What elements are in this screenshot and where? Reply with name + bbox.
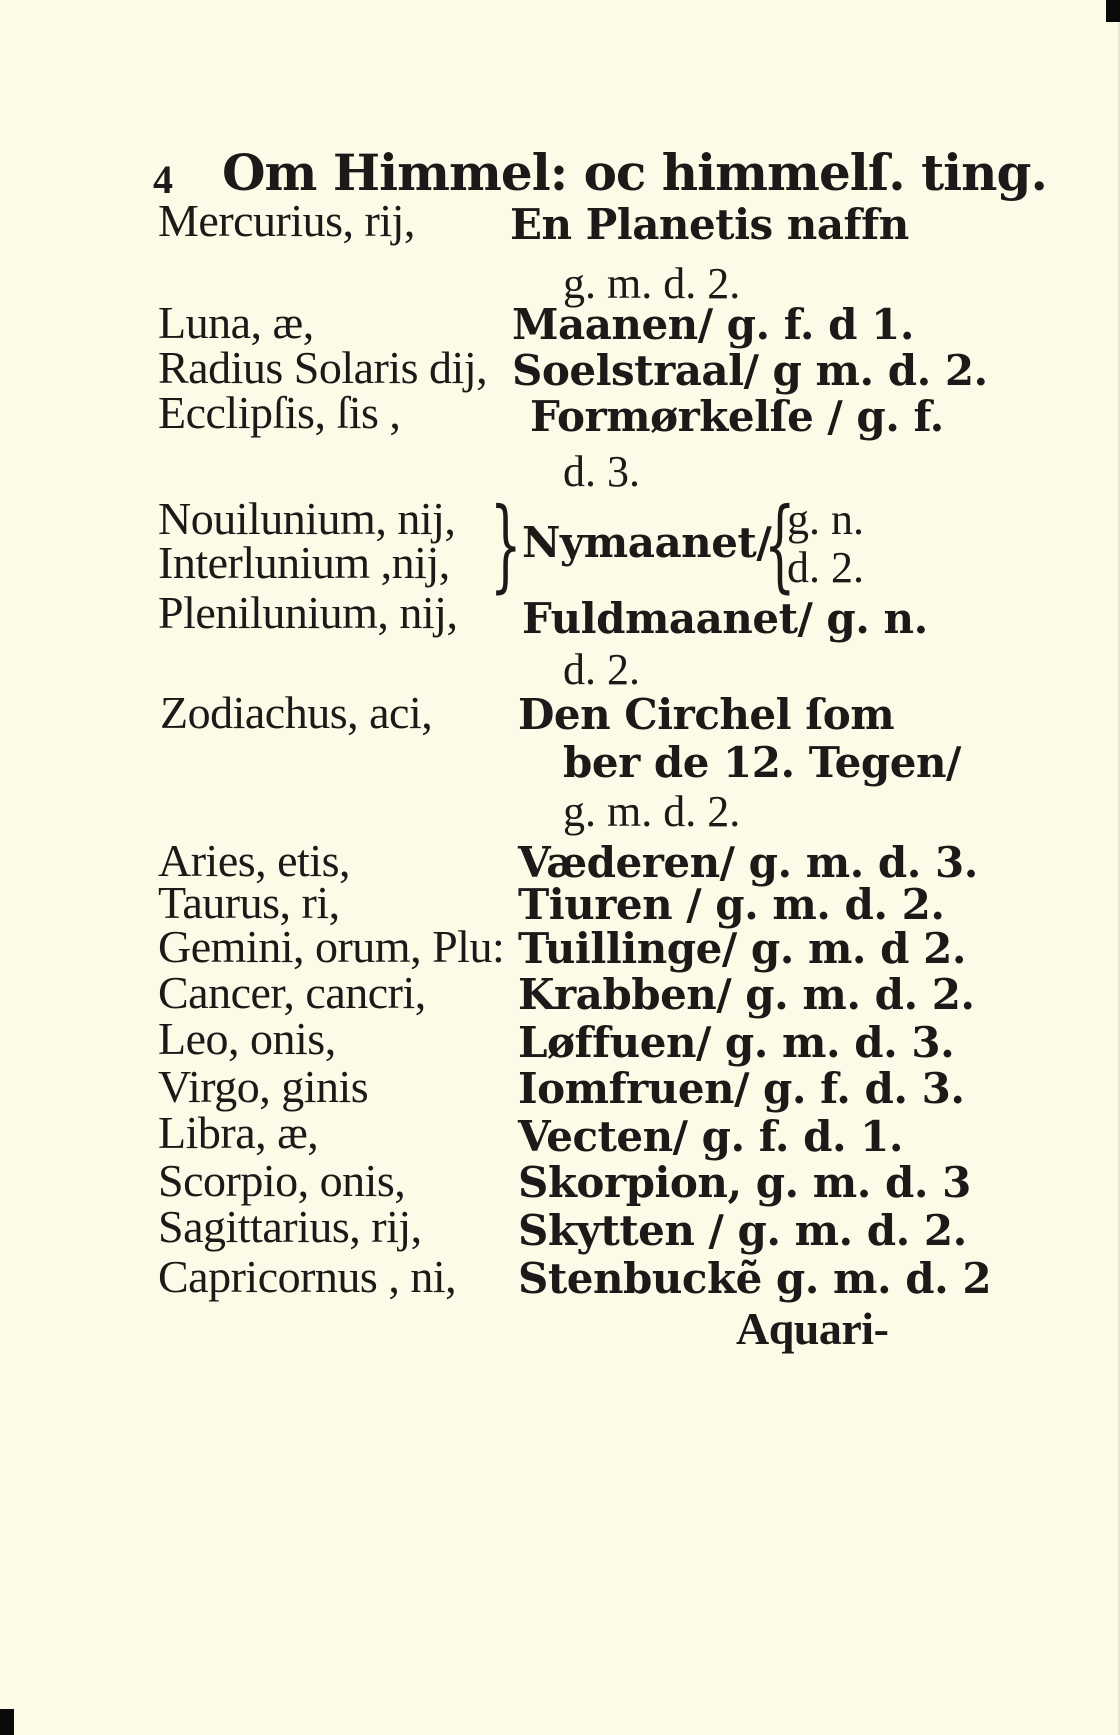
scan-edge-mark-bottom: [0, 1709, 14, 1735]
latin-term: Virgo, ginis: [158, 1061, 369, 1112]
latin-term: Mercurius, rij,: [158, 195, 415, 246]
catchword: Aquari-: [736, 1303, 889, 1354]
danish-term-continuation: ber de 12. Tegen/: [563, 738, 961, 787]
latin-term: Leo, onis,: [158, 1013, 336, 1064]
latin-term: Taurus, ri,: [158, 877, 340, 928]
latin-term: Sagittarius, rij,: [158, 1201, 422, 1252]
danish-term: Nymaanet/: [522, 518, 772, 567]
latin-term: Ecclipſis, ſis ,: [158, 387, 401, 438]
danish-term: Fuldmaanet/ g. n.: [522, 594, 928, 643]
grammar-note: g. m. d. 2.: [563, 259, 741, 308]
grammar-note: g. n.: [787, 495, 864, 544]
latin-term: Cancer, cancri,: [158, 967, 426, 1018]
danish-term: Tiuren / g. m. d. 2.: [518, 880, 945, 929]
scan-edge-mark: [1106, 0, 1120, 22]
latin-term: Capricornus , ni,: [158, 1251, 457, 1302]
danish-term: Vecten/ g. f. d. 1.: [518, 1112, 904, 1161]
grammar-note: d. 3.: [563, 447, 640, 496]
running-title: Om Himmel: oc himmelſ. ting.: [222, 143, 1047, 202]
danish-term: Soelstraal/ g m. d. 2.: [512, 346, 988, 395]
latin-term: Plenilunium, nij,: [158, 587, 458, 638]
grammar-note: d. 2.: [563, 645, 640, 694]
danish-term: Formørkelſe / g. f.: [530, 392, 944, 441]
latin-term: Zodiachus, aci,: [160, 687, 433, 738]
latin-term: Libra, æ,: [158, 1107, 319, 1158]
danish-term: Krabben/ g. m. d. 2.: [518, 970, 975, 1019]
danish-term: Skorpion, g. m. d. 3: [518, 1158, 971, 1207]
danish-term: Tuillinge/ g. m. d 2.: [518, 924, 966, 973]
danish-term: Stenbuckẽ g. m. d. 2: [518, 1254, 992, 1303]
danish-term: Skytten / g. m. d. 2.: [518, 1206, 967, 1255]
danish-term: Maanen/ g. f. d 1.: [512, 300, 914, 349]
latin-term: Radius Solaris dij,: [158, 342, 488, 393]
latin-term: Luna, æ,: [158, 297, 314, 348]
latin-term: Nouilunium, nij,: [158, 493, 456, 544]
danish-term: Den Circhel ſom: [518, 690, 895, 739]
danish-term: Løffuen/ g. m. d. 3.: [518, 1018, 955, 1067]
grammar-note: d. 2.: [787, 543, 864, 592]
left-brace: {: [763, 486, 796, 603]
latin-term: Gemini, orum, Plu:: [158, 921, 505, 972]
page-number: 4: [153, 157, 173, 202]
danish-term: Iomfruen/ g. f. d. 3.: [518, 1064, 965, 1113]
grammar-note: g. m. d. 2.: [563, 787, 741, 836]
right-brace: }: [489, 486, 522, 603]
latin-term: Aries, etis,: [158, 835, 351, 886]
latin-term: Scorpio, onis,: [158, 1155, 406, 1206]
latin-term: Interlunium ,nij,: [158, 537, 450, 588]
danish-term: En Planetis naffn: [510, 200, 909, 249]
danish-term: Væderen/ g. m. d. 3.: [518, 838, 978, 887]
